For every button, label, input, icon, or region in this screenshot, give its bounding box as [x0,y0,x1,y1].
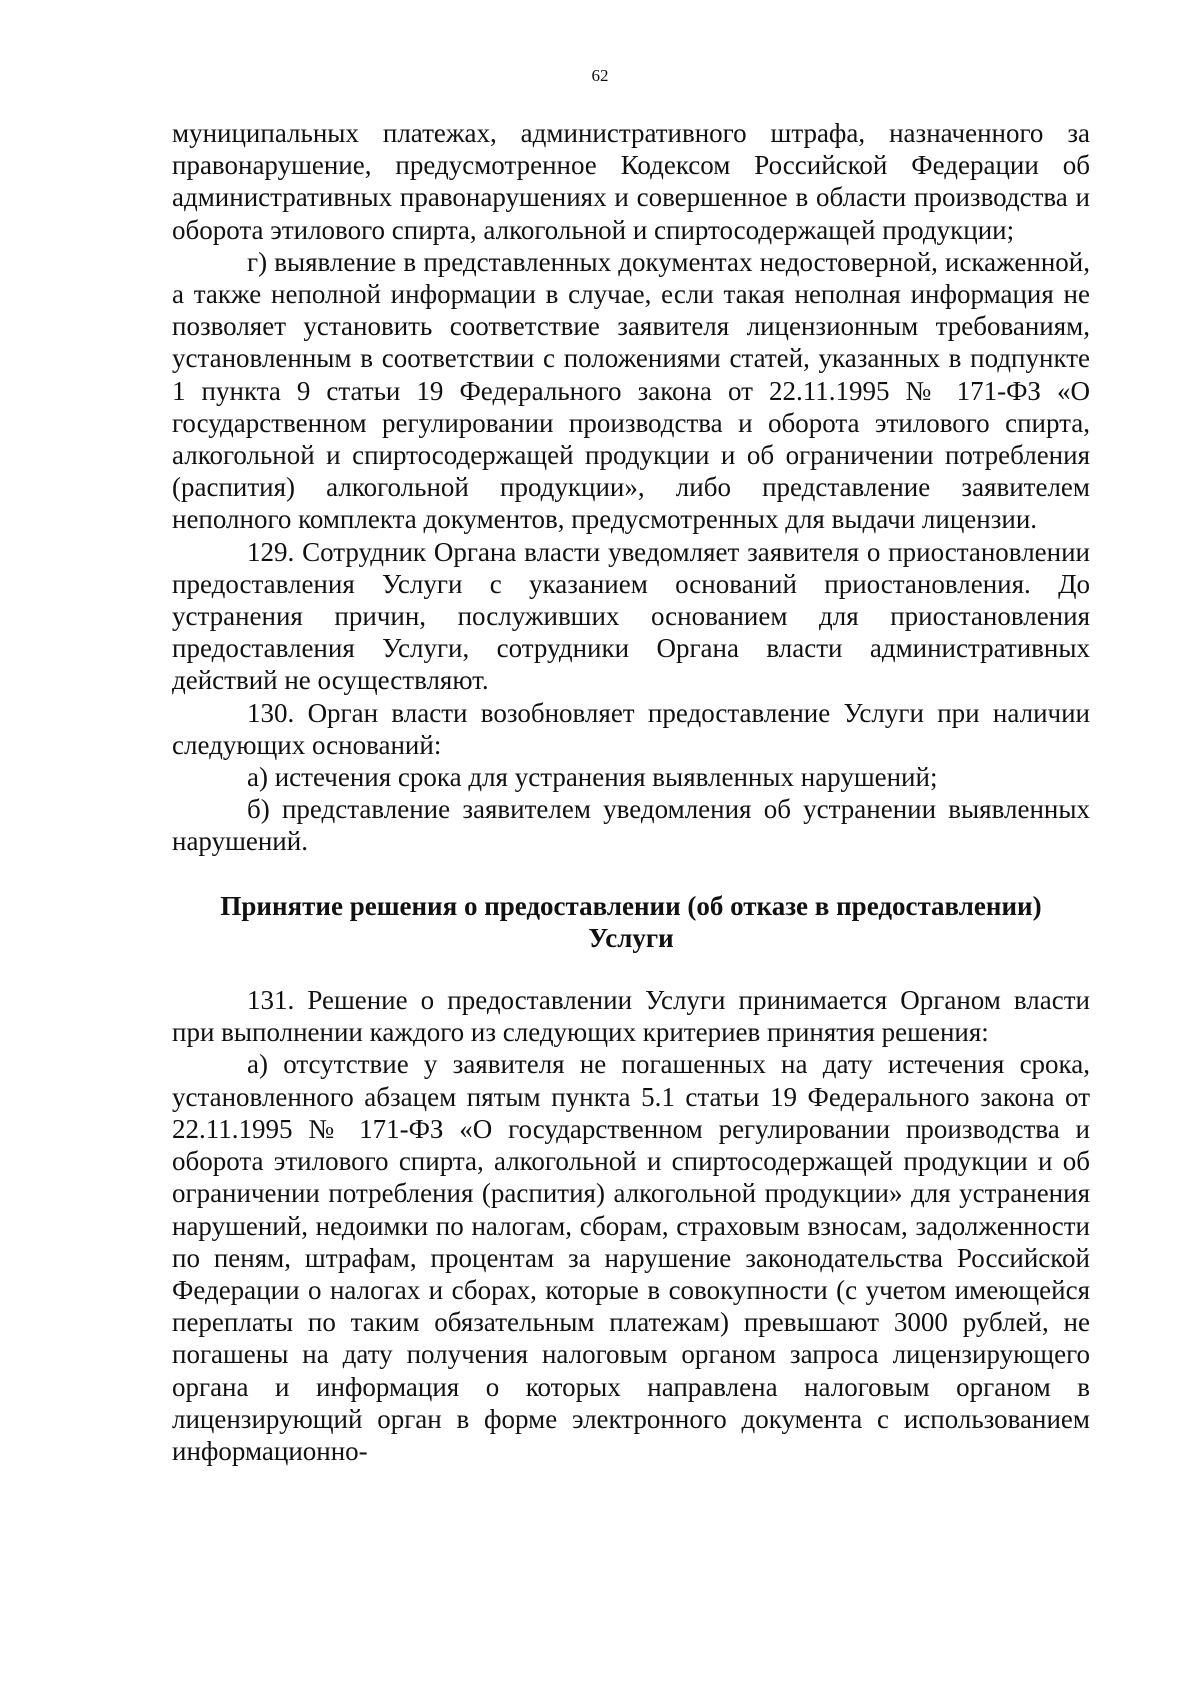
page-number: 62 [591,66,609,85]
paragraph-129: 129. Сотрудник Органа власти уведомляет заявителя о приостановлении предоставления Услуги с указанием оснований приостановления. До устранения причин, послуживших основанием для приостановления предоставления Услуги, сотрудники Органа власти административных действий не осуществляют. [172,536,1090,696]
paragraph-item-b: б) представление заявителем уведомления об устранении выявленных нарушений. [172,794,1090,857]
paragraph-131-item-a: а) отсутствие у заявителя не погашенных на дату истечения срока, установленного абзацем пятым пункта 5.1 статьи 19 Федерального закона от 22.11.1995 № 171-ФЗ «О государственном регулировании производства и оборота этилового спирта, алкогольной и спиртосодержащей продукции и об ограничении потребления (распития) алкогольной продукции» для устранения нарушений, недоимки по налогам, сборам, страховым взносам, задолженности по пеням, штрафам, процентам за нарушение законодательства Российской Федерации о налогах и сборах, которые в совокупности (с учетом имеющейся переплаты по таким обязательным платежам) превышают 3000 рублей, не погашены на дату получения налоговым органом запроса лицензирующего органа и информация о которых направлена налоговым органом в лицензирующий орган в форме электронного документа с использованием информационно- [172,1049,1090,1466]
paragraph-131: 131. Решение о предоставлении Услуги принимается Органом власти при выполнении каждого из следующих критериев принятия решения: [172,985,1090,1048]
paragraph-continuation: муниципальных платежах, административного штрафа, назначенного за правонарушение, предусмотренное Кодексом Российской Федерации об административных правонарушениях и совершенное в области производства и оборота этилового спирта, алкогольной и спиртосодержащей продукции; [172,118,1090,245]
section-heading-line-1: Принятие решения о предоставлении (об отказе в предоставлении) [220,890,1042,921]
section-heading [172,890,1090,954]
paragraph-item-a: а) истечения срока для устранения выявленных нарушений; [247,762,938,793]
document-body [172,117,1090,1467]
section-heading-line-2: Услуги [588,922,674,953]
paragraph-130: 130. Орган власти возобновляет предоставление Услуги при наличии следующих оснований: [172,697,1090,760]
paragraph-item-g: г) выявление в представленных документах недостоверной, искаженной, а также неполной информации в случае, если такая неполная информация не позволяет установить соответствие заявителя лицензионным требованиям, установленным в соответствии с положениями статей, указанных в подпункте 1 пункта 9 статьи 19 Федерального закона от 22.11.1995 № 171-ФЗ «О государственном регулировании производства и оборота этилового спирта, алкогольной и спиртосодержащей продукции и об ограничении потребления (распития) алкогольной продукции», либо представление заявителем неполного комплекта документов, предусмотренных для выдачи лицензии. [172,246,1090,535]
